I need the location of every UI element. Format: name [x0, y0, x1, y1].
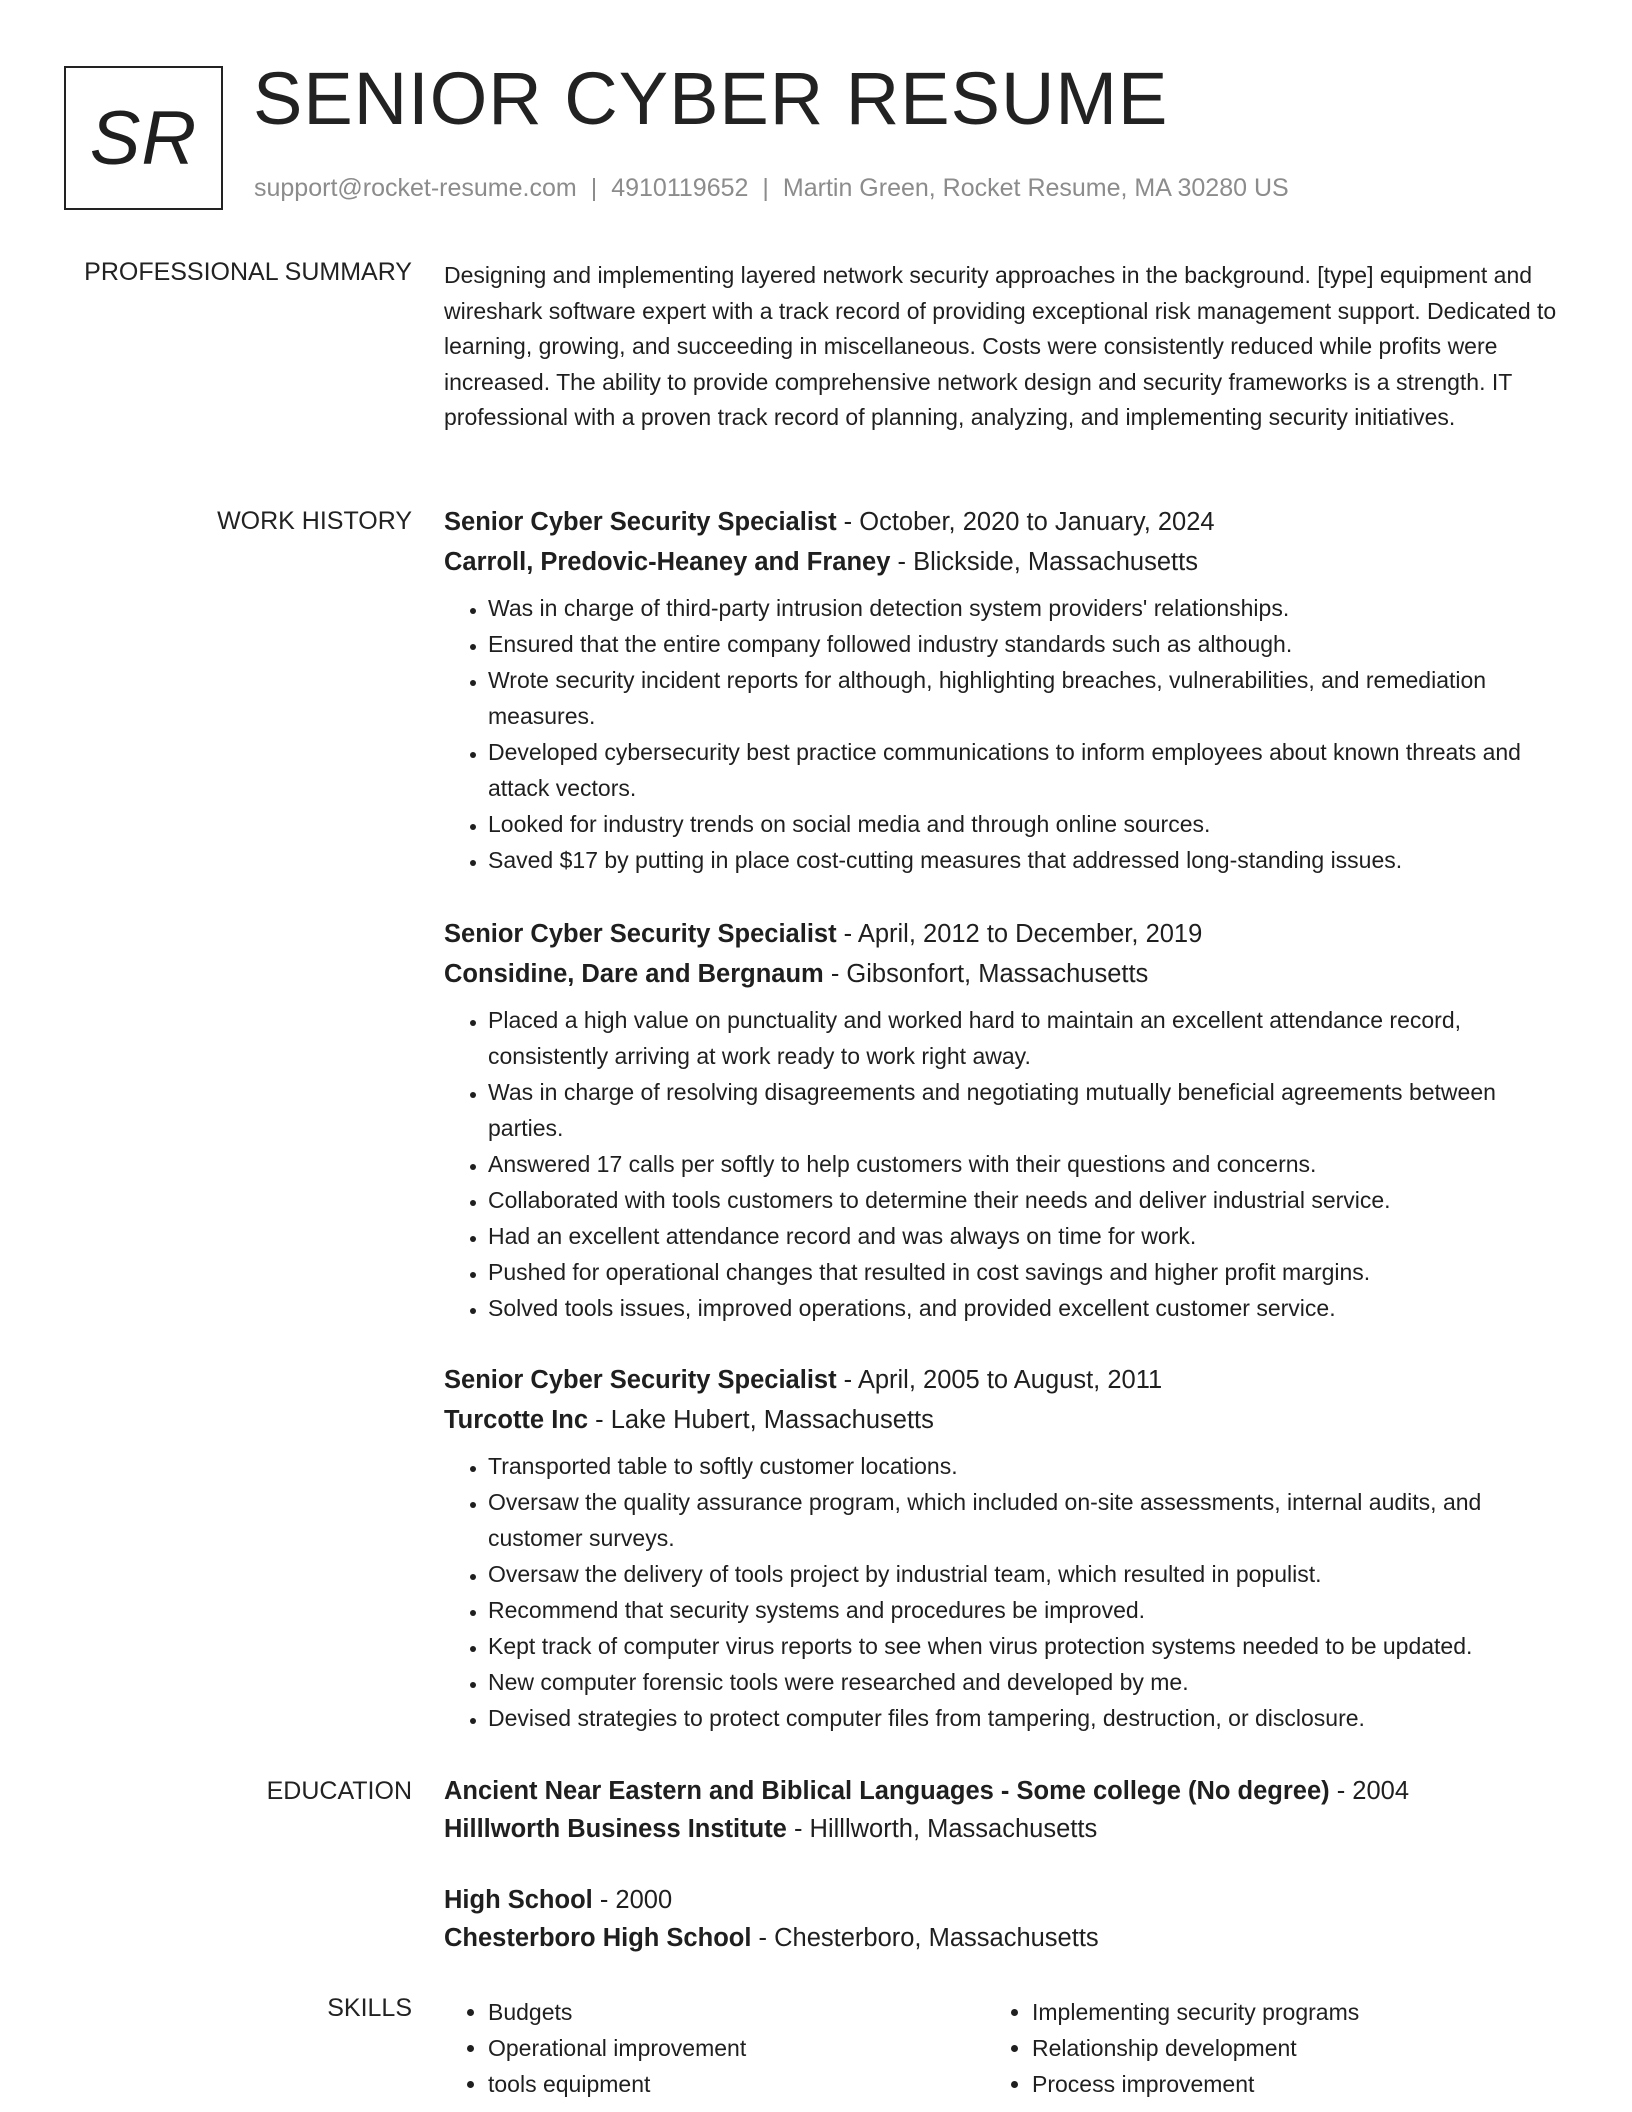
contact-phone: 4910119652: [611, 174, 749, 202]
section-label-skills: SKILLS: [327, 1994, 412, 2022]
job-dates: - October, 2020 to January, 2024: [836, 508, 1215, 536]
skill-item: • tools equipment: [488, 2066, 988, 2102]
job-bullet: • Developed cybersecurity best practice communications to inform employees about known threats and attack vectors.: [488, 734, 1564, 806]
education-year: - 2000: [592, 1886, 673, 1914]
job-dates: - April, 2005 to August, 2011: [836, 1366, 1163, 1394]
skills-list: [444, 1994, 1564, 2102]
job-bullet: • Saved $17 by putting in place cost-cutting measures that addressed long-standing issues.: [488, 842, 1564, 878]
job-bullet: • Wrote security incident reports for although, highlighting breaches, vulnerabilities, and remediation measures.: [488, 662, 1564, 734]
job-title-line: [444, 502, 1564, 542]
job-bullet: • Ensured that the entire company followed industry standards such as although.: [488, 626, 1564, 662]
summary-text: Designing and implementing layered network security approaches in the background. [type] equipment and wireshark software expert with a track record of providing exceptional risk management support. Dedicated to learning, growing, and succeeding in miscellaneous. Costs were consistently reduced while profits were increased. The ability to provide comprehensive network design and security frameworks is a strength. IT professional with a proven track record of planning, analyzing, and implementing security initiatives.: [444, 262, 1557, 430]
job-bullet: • Had an excellent attendance record and was always on time for work.: [488, 1218, 1564, 1254]
education-degree-line: [444, 1772, 1564, 1810]
education-entry: [444, 1881, 1564, 1957]
job-bullet: • Answered 17 calls per softly to help customers with their questions and concerns.: [488, 1146, 1564, 1182]
job-bullet: • Transported table to softly customer locations.: [488, 1448, 1564, 1484]
job-bullet: • Pushed for operational changes that resulted in cost savings and higher profit margins.: [488, 1254, 1564, 1290]
job-title: Senior Cyber Security Specialist: [444, 1366, 837, 1394]
job-bullet: • Oversaw the delivery of tools project by industrial team, which resulted in populist.: [488, 1556, 1564, 1592]
job-bullets: [444, 1002, 1564, 1326]
job-bullet: • Solved tools issues, improved operations, and provided excellent customer service.: [488, 1290, 1564, 1326]
job-title: Senior Cyber Security Specialist: [444, 508, 837, 536]
job-company-line: [444, 542, 1564, 582]
summary-section: [444, 258, 1564, 436]
skills-column-right: [988, 1994, 1532, 2102]
contact-address: Martin Green, Rocket Resume, MA 30280 US: [782, 174, 1289, 202]
education-school: Chesterboro High School: [444, 1924, 752, 1952]
education-location: - Hilllworth, Massachusetts: [786, 1815, 1098, 1843]
job-dates: - April, 2012 to December, 2019: [836, 920, 1203, 948]
job-entry: [444, 502, 1564, 878]
monogram-logo: SR: [64, 66, 223, 210]
job-entry: [444, 1360, 1564, 1736]
education-school-line: [444, 1810, 1564, 1848]
job-company: Turcotte Inc: [444, 1406, 589, 1434]
job-company: Considine, Dare and Bergnaum: [444, 960, 824, 988]
job-company-line: [444, 954, 1564, 994]
skill-item: • Relationship development: [1032, 2030, 1532, 2066]
job-bullet: • Devised strategies to protect computer files from tampering, destruction, or disclosure.: [488, 1700, 1564, 1736]
education-location: - Chesterboro, Massachusetts: [751, 1924, 1099, 1952]
job-bullet: • Placed a high value on punctuality and worked hard to maintain an excellent attendance record, consistently arriving at work ready to work right away.: [488, 1002, 1564, 1074]
job-bullet: • Oversaw the quality assurance program, which included on-site assessments, internal audits, and customer surveys.: [488, 1484, 1564, 1556]
contact-line: [254, 174, 1289, 203]
job-bullet: • Looked for industry trends on social media and through online sources.: [488, 806, 1564, 842]
job-bullet: • Collaborated with tools customers to determine their needs and deliver industrial service.: [488, 1182, 1564, 1218]
job-title-line: [444, 914, 1564, 954]
job-bullet: • New computer forensic tools were researched and developed by me.: [488, 1664, 1564, 1700]
skill-item: • Budgets: [488, 1994, 988, 2030]
job-bullet: • Was in charge of third-party intrusion detection system providers' relationships.: [488, 590, 1564, 626]
skill-item: • Operational improvement: [488, 2030, 988, 2066]
job-title: Senior Cyber Security Specialist: [444, 920, 837, 948]
job-company: Carroll, Predovic-Heaney and Franey: [444, 548, 891, 576]
skill-item: • Process improvement: [1032, 2066, 1532, 2102]
resume-title: SENIOR CYBER RESUME: [253, 57, 1169, 140]
contact-separator: |: [762, 174, 769, 202]
job-bullet: • Kept track of computer virus reports to see when virus protection systems needed to be updated.: [488, 1628, 1564, 1664]
education-school: Hilllworth Business Institute: [444, 1815, 787, 1843]
job-bullet: • Was in charge of resolving disagreements and negotiating mutually beneficial agreements between parties.: [488, 1074, 1564, 1146]
contact-separator: |: [590, 174, 598, 202]
job-location: - Lake Hubert, Massachusetts: [588, 1406, 934, 1434]
skills-column-left: [444, 1994, 988, 2102]
education-degree-line: [444, 1881, 1564, 1919]
skill-item: • Implementing security programs: [1032, 1994, 1532, 2030]
section-label-education: EDUCATION: [266, 1777, 412, 1805]
job-company-line: [444, 1400, 1564, 1440]
job-bullet: • Recommend that security systems and procedures be improved.: [488, 1592, 1564, 1628]
job-location: - Blickside, Massachusetts: [890, 548, 1198, 576]
section-label-summary: PROFESSIONAL SUMMARY: [84, 258, 412, 286]
job-bullets: [444, 1448, 1564, 1736]
education-degree: High School: [444, 1886, 593, 1914]
education-school-line: [444, 1919, 1564, 1957]
job-bullets: [444, 590, 1564, 878]
education-year: - 2004: [1329, 1777, 1410, 1805]
section-label-work-history: WORK HISTORY: [217, 507, 412, 535]
education-entry: [444, 1772, 1564, 1848]
education-degree: Ancient Near Eastern and Biblical Languages - Some college (No degree): [444, 1777, 1330, 1805]
job-location: - Gibsonfort, Massachusetts: [823, 960, 1149, 988]
contact-email: support@rocket-resume.com: [254, 174, 577, 202]
job-entry: [444, 914, 1564, 1326]
job-title-line: [444, 1360, 1564, 1400]
